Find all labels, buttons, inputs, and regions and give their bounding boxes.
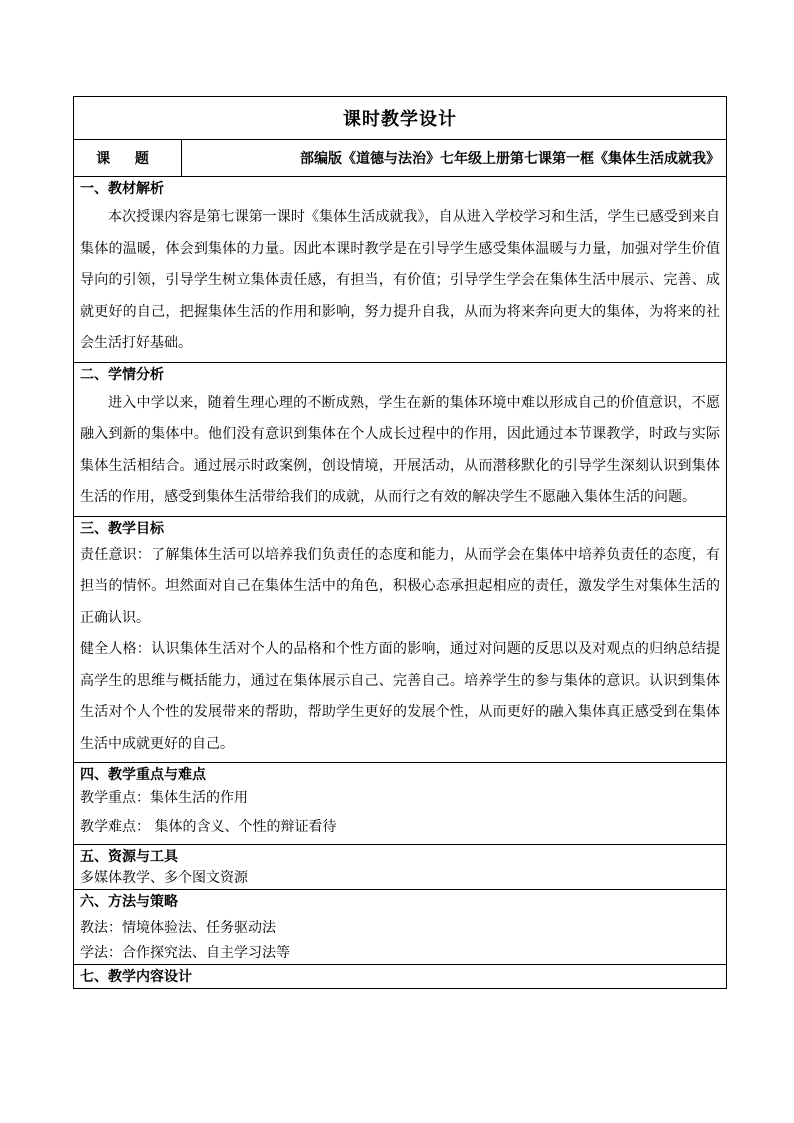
topic-value: 部编版《道德与法治》七年级上册第七课第一框《集体生活成就我》 [182, 140, 727, 177]
section-heading: 四、教学重点与难点 [80, 767, 206, 783]
document-title: 课时教学设计 [74, 97, 727, 140]
section-heading: 七、教学内容设计 [80, 969, 192, 985]
section-heading: 二、学情分析 [80, 366, 164, 383]
resources-line: 多媒体教学、多个图文资源 [80, 870, 248, 886]
lesson-plan-table [73, 96, 727, 989]
section-student-analysis [74, 362, 727, 516]
difficulty-line: 教学难点： 集体的含义、个性的辩证看待 [80, 819, 337, 835]
key-point-line: 教学重点：集体生活的作用 [80, 790, 248, 806]
section-heading: 三、教学目标 [80, 520, 164, 537]
section-methods [74, 890, 727, 965]
objective-personality: 健全人格：认识集体生活对个人的品格和个性方面的影响，通过对问题的反思以及对观点的归纳总结提高学生的思维与概括能力，通过在集体展示自己、完善自己。培养学生的参与集体的意识。认识到集体生活对个人个性的发展带来的帮助，帮助学生更好的发展个性，从而更好的融入集体真正感受到在集体生活中成就更好的自己。 [80, 641, 720, 752]
section-body: 进入中学以来，随着生理心理的不断成熟，学生在新的集体环境中难以形成自己的价值意识，不愿融入到新的集体中。他们没有意识到集体在个人成长过程中的作用，因此通过本节课教学，时政与实际集体生活相结合。通过展示时政案例，创设情境，开展活动，从而潜移默化的引导学生深刻认识到集体生活的作用，感受到集体生活带给我们的成就，从而行之有效的解决学生不愿融入集体生活的问题。 [80, 394, 720, 505]
learning-method-line: 学法：合作探究法、自主学习法等 [80, 945, 290, 961]
section-content-design [74, 965, 727, 989]
topic-label: 课 题 [74, 140, 182, 177]
section-heading: 五、资源与工具 [80, 849, 178, 865]
section-teaching-objectives [74, 516, 727, 763]
section-heading: 六、方法与策略 [80, 894, 178, 910]
section-body: 本次授课内容是第七课第一课时《集体生活成就我》，自从进入学校学习和生活，学生已感受到来自集体的温暖，体会到集体的力量。因此本课时教学是在引导学生感受集体温暖与力量，加强对学生价值导向的引领，引导学生树立集体责任感，有担当，有价值；引导学生学会在集体生活中展示、完善、成就更好的自己，把握集体生活的作用和影响，努力提升自我，从而为将来奔向更大的集体，为将来的社会生活打好基础。 [80, 209, 720, 351]
section-resources [74, 845, 727, 890]
section-textbook-analysis [74, 177, 727, 363]
section-key-points [74, 763, 727, 845]
section-heading: 一、教材解析 [80, 181, 164, 197]
objective-responsibility: 责任意识：了解集体生活可以培养我们负责任的态度和能力，从而学会在集体中培养负责任的态度，有担当的情怀。坦然面对自己在集体生活中的角色，积极心态承担起相应的责任，激发学生对集体生活的正确认识。 [80, 546, 720, 626]
teaching-method-line: 教法：情境体验法、任务驱动法 [80, 920, 276, 936]
